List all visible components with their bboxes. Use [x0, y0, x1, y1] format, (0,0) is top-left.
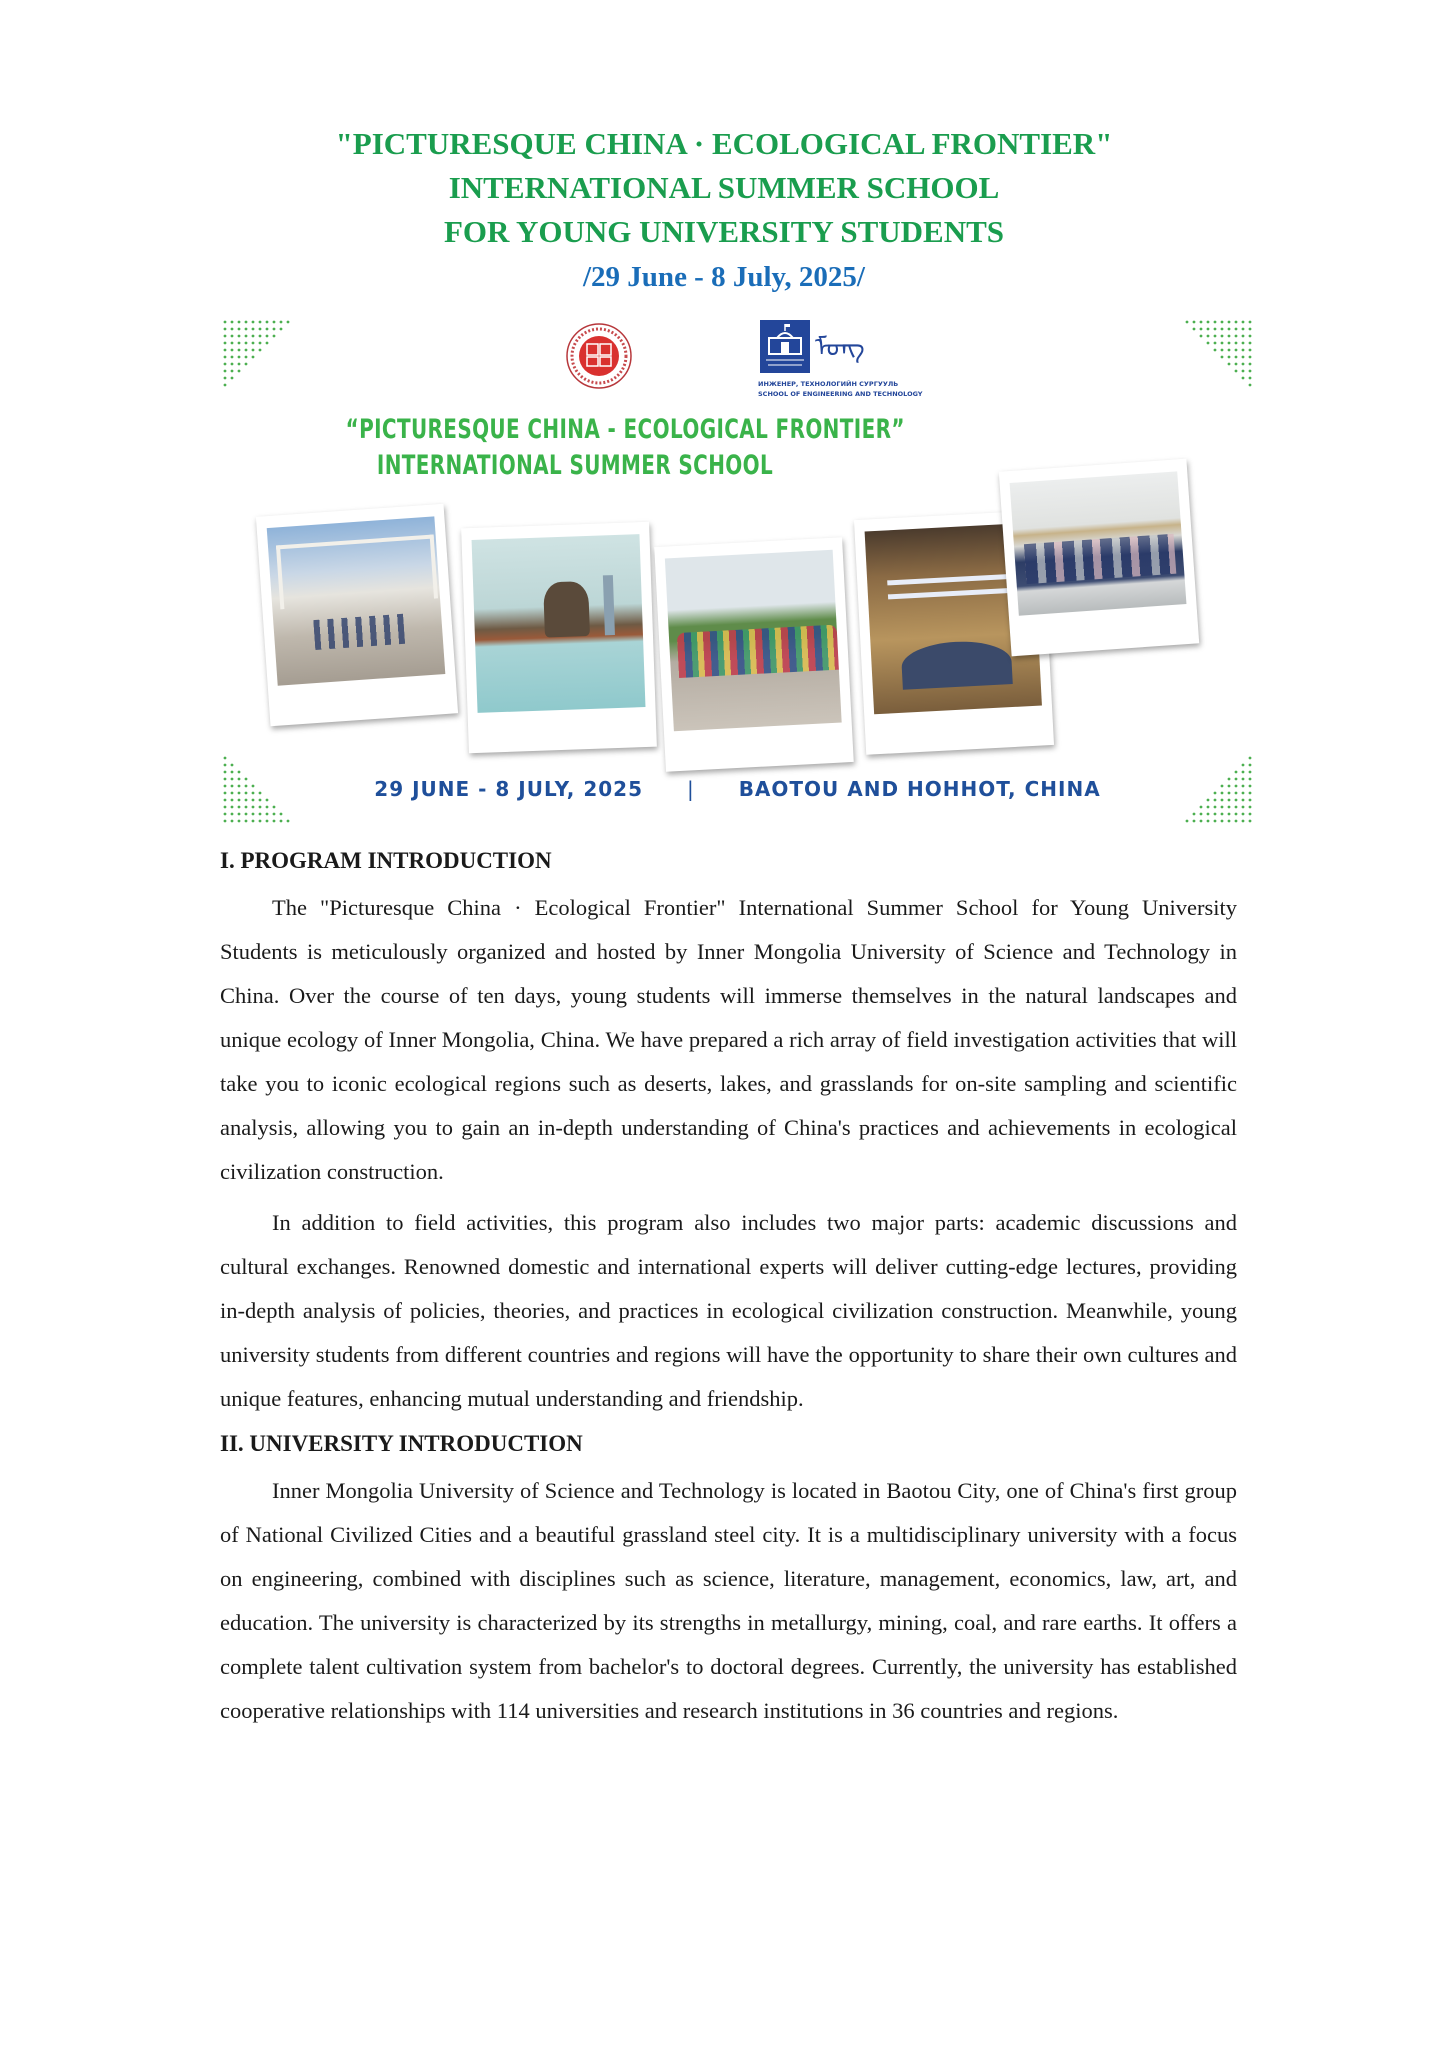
dot-mark — [1221, 349, 1224, 352]
dot-mark — [231, 820, 234, 823]
dot-mark — [1249, 356, 1252, 359]
dot-mark — [1200, 328, 1203, 331]
dot-mark — [1235, 771, 1238, 774]
dot-mark — [1221, 820, 1224, 823]
dot-mark — [224, 363, 227, 366]
dot-mark — [1214, 820, 1217, 823]
dot-mark — [245, 820, 248, 823]
title-line-3: FOR YOUNG UNIVERSITY STUDENTS — [443, 214, 1005, 249]
dot-mark — [1249, 820, 1252, 823]
dot-mark — [252, 813, 255, 816]
paragraph: Inner Mongolia University of Science and Technology is located in Baotou City, one of China's first group of National Civilized Cities and a beautiful grassland steel city. It is a multidisciplinary university with a focus on engineering, combined with disciplines such as science, literature, management, economics, law, art, and education. The university is characterized by its strengths in metallurgy, mining, coal, and rare earths. It offers a complete talent cultivation system from bachelor's to doctoral degrees. Currently, the university has established cooperative relationships with 114 universities and research institutions in 36 countries and regions. — [220, 1478, 1237, 1723]
dot-mark — [224, 342, 227, 345]
dot-mark — [1249, 349, 1252, 352]
dot-mark — [287, 820, 290, 823]
fountain-sculpture-photo — [461, 522, 657, 753]
dot-mark — [224, 349, 227, 352]
dot-mark — [231, 321, 234, 324]
dot-mark — [266, 813, 269, 816]
dot-mark — [273, 321, 276, 324]
dot-mark — [280, 328, 283, 331]
dot-mark — [259, 820, 262, 823]
dot-mark — [1235, 370, 1238, 373]
dot-mark — [1242, 370, 1245, 373]
paragraph: The "Picturesque China · Ecological Frontier" International Summer School for Young University Students is meticulously organized and hosted by Inner Mongolia University of Science and Technology in China. Over the course of ten days, young students will immerse themselves in the natural landscapes and unique ecology of Inner Mongolia, China. We have prepared a rich array of field investigation activities that will take you to iconic ecological regions such as deserts, lakes, and grasslands for on-site sampling and scientific analysis, allowing you to gain an in-depth understanding of China's practices and achievements in ecological civilization construction. — [220, 895, 1237, 1184]
dot-mark — [1242, 349, 1245, 352]
dot-mark — [266, 328, 269, 331]
dot-mark — [245, 349, 248, 352]
dot-mark — [273, 813, 276, 816]
dot-mark — [245, 342, 248, 345]
dot-mark — [252, 820, 255, 823]
dots-decoration-top-left-icon — [221, 318, 296, 388]
dot-mark — [1242, 321, 1245, 324]
dot-mark — [245, 335, 248, 338]
dot-mark — [224, 764, 227, 767]
dots-decoration-top-right-icon — [1180, 318, 1255, 388]
dot-mark — [245, 806, 248, 809]
dot-mark — [252, 335, 255, 338]
dot-mark — [252, 321, 255, 324]
dot-mark — [259, 349, 262, 352]
dot-mark — [238, 335, 241, 338]
dot-mark — [245, 321, 248, 324]
dot-mark — [224, 335, 227, 338]
dot-mark — [238, 349, 241, 352]
dot-mark — [245, 356, 248, 359]
dot-mark — [1193, 321, 1196, 324]
dot-mark — [1228, 335, 1231, 338]
park-group-photo — [654, 537, 854, 772]
dot-mark — [1249, 321, 1252, 324]
dot-mark — [1235, 806, 1238, 809]
dot-mark — [1249, 363, 1252, 366]
dot-mark — [252, 328, 255, 331]
dot-mark — [1207, 321, 1210, 324]
dot-mark — [238, 370, 241, 373]
dot-mark — [1207, 806, 1210, 809]
dot-mark — [273, 328, 276, 331]
dot-mark — [238, 356, 241, 359]
dot-mark — [224, 820, 227, 823]
dot-mark — [1214, 321, 1217, 324]
dot-mark — [1207, 813, 1210, 816]
dot-mark — [1249, 806, 1252, 809]
dot-mark — [1200, 806, 1203, 809]
mongolian-script-icon: ᠮᠣᠩ — [815, 333, 865, 363]
dot-mark — [224, 757, 227, 760]
dot-mark — [252, 806, 255, 809]
dot-mark — [266, 335, 269, 338]
dot-mark — [1193, 820, 1196, 823]
dot-mark — [1207, 335, 1210, 338]
dot-mark — [1200, 820, 1203, 823]
dot-mark — [1228, 356, 1231, 359]
dot-mark — [1242, 342, 1245, 345]
dot-mark — [1193, 328, 1196, 331]
classroom-group-photo — [999, 459, 1199, 657]
dot-mark — [1221, 806, 1224, 809]
document-body — [220, 845, 1237, 1740]
dot-mark — [231, 377, 234, 380]
banner-footer-separator: | — [686, 776, 695, 801]
dot-mark — [280, 321, 283, 324]
dot-mark — [1235, 356, 1238, 359]
dot-mark — [238, 771, 241, 774]
section-program-introduction — [220, 845, 1237, 1421]
dot-mark — [1235, 321, 1238, 324]
dot-mark — [1242, 820, 1245, 823]
dot-mark — [224, 356, 227, 359]
dot-mark — [266, 820, 269, 823]
dot-mark — [245, 813, 248, 816]
event-banner — [225, 310, 1250, 830]
dot-mark — [1193, 813, 1196, 816]
dot-mark — [1221, 328, 1224, 331]
dot-mark — [1242, 328, 1245, 331]
dot-mark — [224, 377, 227, 380]
dot-mark — [224, 328, 227, 331]
dot-mark — [1200, 813, 1203, 816]
university-seal-icon — [565, 322, 633, 390]
dot-mark — [238, 321, 241, 324]
school-caption-english: SCHOOL OF ENGINEERING AND TECHNOLOGY — [758, 390, 923, 398]
dot-mark — [266, 806, 269, 809]
dot-mark — [1242, 813, 1245, 816]
paragraph: In addition to field activities, this program also includes two major parts: academic discussions and cultural exchanges. Renowned domestic and international experts will deliver cutting-edge lectures, providing in-depth analysis of policies, theories, and practices in ecological civilization construction. Meanwhile, young university students from different countries and regions will have the opportunity to share their own cultures and unique features, enhancing mutual understanding and friendship. — [220, 1210, 1237, 1411]
document-title-block — [0, 122, 1448, 300]
dot-mark — [1249, 813, 1252, 816]
dot-mark — [224, 370, 227, 373]
dot-mark — [1214, 813, 1217, 816]
dot-mark — [1242, 377, 1245, 380]
dot-mark — [1228, 342, 1231, 345]
dot-mark — [1235, 813, 1238, 816]
dot-mark — [259, 335, 262, 338]
dot-mark — [245, 363, 248, 366]
dot-mark — [273, 820, 276, 823]
dot-mark — [273, 806, 276, 809]
dot-mark — [231, 764, 234, 767]
banner-headline-line-1: “PICTURESQUE CHINA - ECOLOGICAL FRONTIER” — [345, 414, 905, 445]
section-heading: I. PROGRAM INTRODUCTION — [220, 848, 552, 873]
dot-mark — [231, 806, 234, 809]
dot-mark — [259, 342, 262, 345]
banner-footer-location: BAOTOU AND HOHHOT, CHINA — [738, 776, 1101, 801]
dot-mark — [1186, 820, 1189, 823]
dot-mark — [224, 771, 227, 774]
dot-mark — [1228, 328, 1231, 331]
dot-mark — [1221, 321, 1224, 324]
dot-mark — [231, 328, 234, 331]
dot-mark — [1242, 764, 1245, 767]
dot-mark — [231, 349, 234, 352]
dot-mark — [252, 342, 255, 345]
section-heading: II. UNIVERSITY INTRODUCTION — [220, 1431, 583, 1456]
dot-mark — [1214, 342, 1217, 345]
dot-mark — [1235, 820, 1238, 823]
dot-mark — [1221, 356, 1224, 359]
dot-mark — [1214, 349, 1217, 352]
title-line-2: INTERNATIONAL SUMMER SCHOOL — [448, 170, 1000, 205]
dot-mark — [1228, 820, 1231, 823]
banner-footer — [225, 775, 1250, 801]
gate-stairs-group-photo — [256, 504, 458, 727]
dot-mark — [224, 813, 227, 816]
dot-mark — [259, 321, 262, 324]
dot-mark — [1228, 363, 1231, 366]
dot-mark — [1235, 349, 1238, 352]
event-date-line: /29 June - 8 July, 2025/ — [583, 261, 865, 293]
dot-mark — [1242, 771, 1245, 774]
school-logo — [758, 320, 923, 410]
dot-mark — [280, 813, 283, 816]
dot-mark — [266, 321, 269, 324]
dot-mark — [1200, 321, 1203, 324]
dot-mark — [1249, 342, 1252, 345]
dot-mark — [1207, 342, 1210, 345]
dot-mark — [231, 813, 234, 816]
dot-mark — [252, 349, 255, 352]
dot-mark — [238, 820, 241, 823]
dot-mark — [238, 342, 241, 345]
dot-mark — [252, 356, 255, 359]
dot-mark — [238, 813, 241, 816]
dot-mark — [1228, 321, 1231, 324]
dot-mark — [1214, 806, 1217, 809]
dot-mark — [1221, 813, 1224, 816]
title-line-1: "PICTURESQUE CHINA · ECOLOGICAL FRONTIER" — [335, 126, 1113, 161]
school-building-icon — [760, 320, 810, 373]
dot-mark — [280, 820, 283, 823]
dot-mark — [1214, 335, 1217, 338]
banner-footer-dates: 29 JUNE - 8 JULY, 2025 — [374, 776, 643, 801]
dot-mark — [1249, 335, 1252, 338]
dot-mark — [1207, 328, 1210, 331]
dot-mark — [1186, 321, 1189, 324]
dot-mark — [231, 771, 234, 774]
dot-mark — [231, 363, 234, 366]
dot-mark — [1242, 356, 1245, 359]
dot-mark — [245, 328, 248, 331]
dot-mark — [1249, 771, 1252, 774]
dot-mark — [238, 806, 241, 809]
dot-mark — [1235, 328, 1238, 331]
dot-mark — [1221, 335, 1224, 338]
dot-mark — [231, 356, 234, 359]
dot-mark — [1249, 384, 1252, 387]
dot-mark — [1228, 806, 1231, 809]
dot-mark — [259, 328, 262, 331]
dot-mark — [1249, 328, 1252, 331]
dot-mark — [287, 321, 290, 324]
dot-mark — [1249, 757, 1252, 760]
dot-mark — [238, 363, 241, 366]
section-university-introduction — [220, 1428, 1237, 1733]
dot-mark — [1200, 335, 1203, 338]
dot-mark — [259, 813, 262, 816]
dot-mark — [1235, 342, 1238, 345]
dot-mark — [224, 806, 227, 809]
dot-mark — [1235, 335, 1238, 338]
dot-mark — [224, 384, 227, 387]
dot-mark — [1242, 335, 1245, 338]
dot-mark — [1242, 806, 1245, 809]
dot-mark — [1249, 370, 1252, 373]
dot-mark — [259, 806, 262, 809]
school-caption-mongolian: ИНЖЕНЕР, ТЕХНОЛОГИЙН СУРГУУЛЬ — [758, 380, 899, 388]
dot-mark — [1221, 342, 1224, 345]
dot-mark — [273, 335, 276, 338]
dot-mark — [231, 342, 234, 345]
dot-mark — [1235, 363, 1238, 366]
banner-headline — [345, 412, 905, 484]
dot-mark — [1214, 328, 1217, 331]
dot-mark — [238, 328, 241, 331]
dot-mark — [1228, 349, 1231, 352]
dot-mark — [1249, 377, 1252, 380]
dot-mark — [231, 335, 234, 338]
dot-mark — [266, 342, 269, 345]
dot-mark — [1242, 363, 1245, 366]
dot-mark — [231, 370, 234, 373]
dot-mark — [1207, 820, 1210, 823]
dot-mark — [1249, 764, 1252, 767]
dot-mark — [1228, 813, 1231, 816]
banner-headline-line-2: INTERNATIONAL SUMMER SCHOOL — [376, 450, 774, 481]
dot-mark — [224, 321, 227, 324]
